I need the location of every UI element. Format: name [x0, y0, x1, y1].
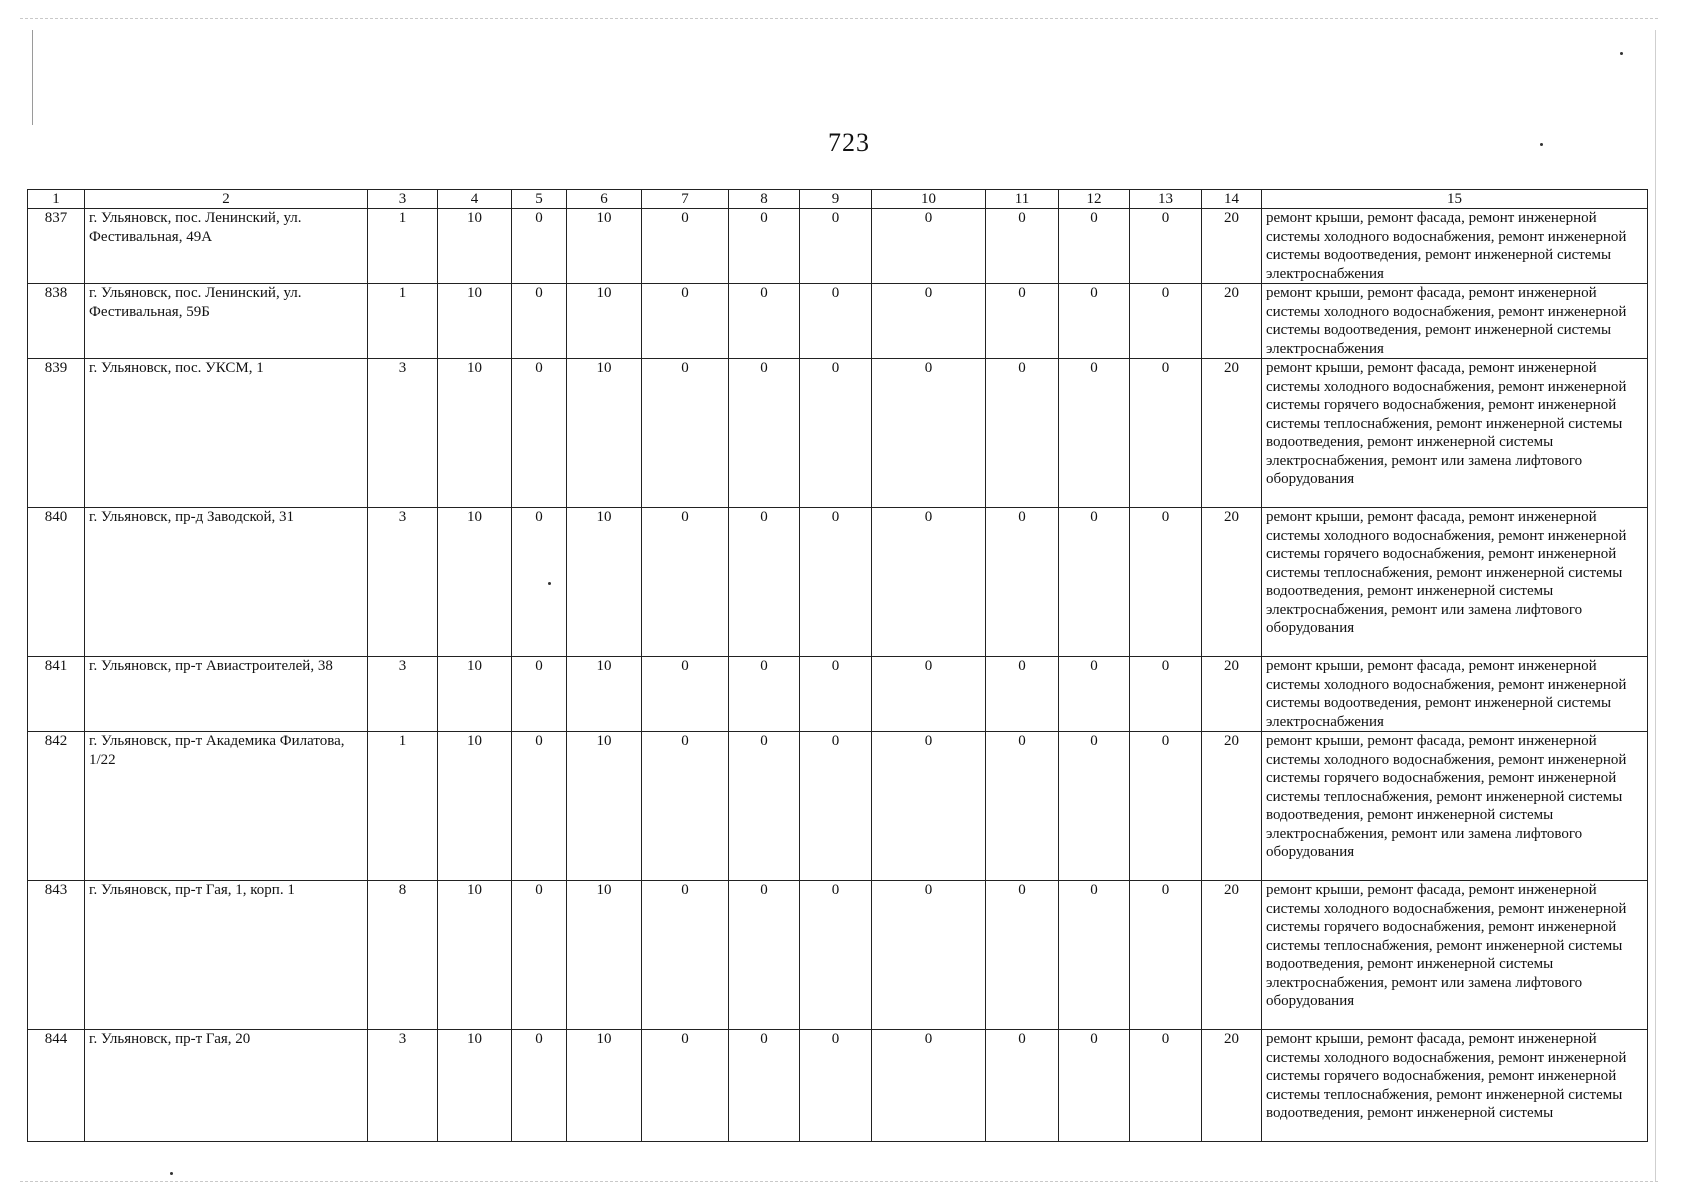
table-row — [28, 359, 1648, 508]
value-cell: 0 — [1059, 284, 1130, 359]
page-number: 723 — [828, 128, 870, 157]
value-cell: 0 — [800, 508, 872, 657]
row-number-cell: 837 — [28, 209, 85, 284]
column-header: 2 — [85, 190, 368, 209]
table-row — [28, 284, 1648, 359]
scan-edge-top — [20, 18, 1658, 19]
address-cell: г. Ульяновск, пр-т Авиастроителей, 38 — [85, 657, 368, 732]
works-cell: ремонт крыши, ремонт фасада, ремонт инженерной системы холодного водоснабжения, ремонт инженерной системы водоотведения, ремонт инженерной системы электроснабжения — [1262, 209, 1648, 284]
value-cell: 0 — [642, 1030, 729, 1142]
value-cell: 0 — [642, 508, 729, 657]
row-number-cell: 844 — [28, 1030, 85, 1142]
value-cell: 1 — [368, 209, 438, 284]
table-row — [28, 732, 1648, 881]
table-row — [28, 881, 1648, 1030]
value-cell: 3 — [368, 359, 438, 508]
value-cell: 20 — [1202, 732, 1262, 881]
value-cell: 8 — [368, 881, 438, 1030]
table-row — [28, 508, 1648, 657]
value-cell: 10 — [567, 732, 642, 881]
value-cell: 20 — [1202, 1030, 1262, 1142]
value-cell: 20 — [1202, 657, 1262, 732]
works-cell: ремонт крыши, ремонт фасада, ремонт инженерной системы холодного водоснабжения, ремонт инженерной системы водоотведения, ремонт инженерной системы электроснабжения — [1262, 284, 1648, 359]
value-cell: 0 — [986, 359, 1059, 508]
header-row — [28, 190, 1648, 209]
value-cell: 0 — [986, 881, 1059, 1030]
value-cell: 0 — [986, 508, 1059, 657]
value-cell: 0 — [1130, 359, 1202, 508]
value-cell: 0 — [800, 657, 872, 732]
value-cell: 0 — [1130, 732, 1202, 881]
value-cell: 3 — [368, 508, 438, 657]
column-header: 15 — [1262, 190, 1648, 209]
value-cell: 0 — [800, 881, 872, 1030]
value-cell: 0 — [512, 1030, 567, 1142]
works-cell: ремонт крыши, ремонт фасада, ремонт инженерной системы холодного водоснабжения, ремонт инженерной системы горячего водоснабжения, ремонт инженерной системы теплоснабжения, ремонт инженерной системы водоотведения, ремонт инженерной системы электроснабжения, ремонт или замена лифтового оборудования — [1262, 881, 1648, 1030]
table-row — [28, 657, 1648, 732]
column-header: 14 — [1202, 190, 1262, 209]
value-cell: 20 — [1202, 881, 1262, 1030]
value-cell: 10 — [567, 209, 642, 284]
row-number-cell: 841 — [28, 657, 85, 732]
row-number-cell: 843 — [28, 881, 85, 1030]
value-cell: 0 — [1130, 508, 1202, 657]
address-cell: г. Ульяновск, пр-т Гая, 1, корп. 1 — [85, 881, 368, 1030]
value-cell: 0 — [1059, 508, 1130, 657]
works-cell: ремонт крыши, ремонт фасада, ремонт инженерной системы холодного водоснабжения, ремонт инженерной системы горячего водоснабжения, ремонт инженерной системы теплоснабжения, ремонт инженерной системы водоотведения, ремонт инженерной системы электроснабжения, ремонт или замена лифтового оборудования — [1262, 359, 1648, 508]
value-cell: 0 — [1130, 284, 1202, 359]
column-header: 4 — [438, 190, 512, 209]
table-row — [28, 1030, 1648, 1142]
scan-edge-left — [32, 30, 33, 125]
value-cell: 1 — [368, 732, 438, 881]
value-cell: 10 — [438, 209, 512, 284]
value-cell: 0 — [729, 732, 800, 881]
value-cell: 0 — [872, 1030, 986, 1142]
value-cell: 0 — [872, 359, 986, 508]
value-cell: 20 — [1202, 284, 1262, 359]
value-cell: 0 — [729, 284, 800, 359]
value-cell: 0 — [1130, 881, 1202, 1030]
address-cell: г. Ульяновск, пр-д Заводской, 31 — [85, 508, 368, 657]
value-cell: 0 — [642, 284, 729, 359]
column-header: 7 — [642, 190, 729, 209]
value-cell: 10 — [438, 881, 512, 1030]
value-cell: 0 — [800, 209, 872, 284]
row-number-cell: 840 — [28, 508, 85, 657]
value-cell: 0 — [512, 209, 567, 284]
works-cell: ремонт крыши, ремонт фасада, ремонт инженерной системы холодного водоснабжения, ремонт инженерной системы водоотведения, ремонт инженерной системы электроснабжения — [1262, 657, 1648, 732]
value-cell: 0 — [1130, 1030, 1202, 1142]
works-cell: ремонт крыши, ремонт фасада, ремонт инженерной системы холодного водоснабжения, ремонт инженерной системы горячего водоснабжения, ремонт инженерной системы теплоснабжения, ремонт инженерной системы водоотведения, ремонт инженерной системы электроснабжения, ремонт или замена лифтового оборудования — [1262, 508, 1648, 657]
value-cell: 0 — [1059, 209, 1130, 284]
value-cell: 20 — [1202, 508, 1262, 657]
row-number-cell: 842 — [28, 732, 85, 881]
value-cell: 0 — [642, 209, 729, 284]
value-cell: 0 — [512, 508, 567, 657]
value-cell: 10 — [567, 284, 642, 359]
value-cell: 10 — [438, 1030, 512, 1142]
value-cell: 0 — [986, 732, 1059, 881]
register-table — [27, 189, 1648, 1142]
value-cell: 20 — [1202, 209, 1262, 284]
row-number-cell: 838 — [28, 284, 85, 359]
value-cell: 0 — [872, 284, 986, 359]
value-cell: 0 — [1059, 359, 1130, 508]
scan-edge-bottom — [20, 1181, 1658, 1182]
value-cell: 0 — [642, 732, 729, 881]
value-cell: 0 — [986, 209, 1059, 284]
value-cell: 10 — [438, 508, 512, 657]
column-header: 1 — [28, 190, 85, 209]
value-cell: 3 — [368, 657, 438, 732]
value-cell: 10 — [567, 508, 642, 657]
scan-speck — [1620, 52, 1623, 55]
value-cell: 0 — [800, 284, 872, 359]
address-cell: г. Ульяновск, пос. УКСМ, 1 — [85, 359, 368, 508]
column-header: 9 — [800, 190, 872, 209]
column-header: 5 — [512, 190, 567, 209]
works-cell: ремонт крыши, ремонт фасада, ремонт инженерной системы холодного водоснабжения, ремонт инженерной системы горячего водоснабжения, ремонт инженерной системы теплоснабжения, ремонт инженерной системы водоотведения, ремонт инженерной системы — [1262, 1030, 1648, 1142]
value-cell: 0 — [729, 359, 800, 508]
value-cell: 0 — [1059, 657, 1130, 732]
scan-edge-right — [1655, 30, 1656, 1182]
value-cell: 0 — [642, 881, 729, 1030]
value-cell: 10 — [567, 359, 642, 508]
value-cell: 0 — [1130, 657, 1202, 732]
value-cell: 0 — [872, 881, 986, 1030]
column-header: 6 — [567, 190, 642, 209]
value-cell: 0 — [1059, 1030, 1130, 1142]
value-cell: 0 — [729, 209, 800, 284]
column-header: 12 — [1059, 190, 1130, 209]
scan-speck — [170, 1172, 173, 1175]
value-cell: 0 — [512, 881, 567, 1030]
value-cell: 1 — [368, 284, 438, 359]
value-cell: 3 — [368, 1030, 438, 1142]
column-header: 3 — [368, 190, 438, 209]
value-cell: 0 — [512, 284, 567, 359]
value-cell: 0 — [729, 881, 800, 1030]
address-cell: г. Ульяновск, пр-т Академика Филатова, 1/22 — [85, 732, 368, 881]
value-cell: 10 — [567, 657, 642, 732]
address-cell: г. Ульяновск, пос. Ленинский, ул. Фестивальная, 59Б — [85, 284, 368, 359]
row-number-cell: 839 — [28, 359, 85, 508]
works-cell: ремонт крыши, ремонт фасада, ремонт инженерной системы холодного водоснабжения, ремонт инженерной системы горячего водоснабжения, ремонт инженерной системы теплоснабжения, ремонт инженерной системы водоотведения, ремонт инженерной системы электроснабжения, ремонт или замена лифтового оборудования — [1262, 732, 1648, 881]
value-cell: 20 — [1202, 359, 1262, 508]
value-cell: 0 — [800, 732, 872, 881]
value-cell: 10 — [567, 881, 642, 1030]
address-cell: г. Ульяновск, пос. Ленинский, ул. Фестивальная, 49А — [85, 209, 368, 284]
value-cell: 10 — [567, 1030, 642, 1142]
value-cell: 0 — [1130, 209, 1202, 284]
value-cell: 0 — [1059, 881, 1130, 1030]
value-cell: 10 — [438, 359, 512, 508]
value-cell: 0 — [512, 657, 567, 732]
value-cell: 0 — [872, 657, 986, 732]
value-cell: 0 — [800, 359, 872, 508]
column-header: 10 — [872, 190, 986, 209]
value-cell: 0 — [642, 657, 729, 732]
column-header: 11 — [986, 190, 1059, 209]
address-cell: г. Ульяновск, пр-т Гая, 20 — [85, 1030, 368, 1142]
value-cell: 0 — [800, 1030, 872, 1142]
value-cell: 0 — [729, 1030, 800, 1142]
value-cell: 10 — [438, 732, 512, 881]
value-cell: 0 — [872, 209, 986, 284]
value-cell: 0 — [642, 359, 729, 508]
value-cell: 0 — [986, 657, 1059, 732]
value-cell: 0 — [1059, 732, 1130, 881]
table-row — [28, 209, 1648, 284]
value-cell: 0 — [986, 1030, 1059, 1142]
value-cell: 0 — [512, 359, 567, 508]
value-cell: 0 — [872, 508, 986, 657]
value-cell: 10 — [438, 657, 512, 732]
value-cell: 0 — [729, 508, 800, 657]
column-header: 8 — [729, 190, 800, 209]
column-header: 13 — [1130, 190, 1202, 209]
value-cell: 0 — [512, 732, 567, 881]
value-cell: 10 — [438, 284, 512, 359]
value-cell: 0 — [729, 657, 800, 732]
value-cell: 0 — [986, 284, 1059, 359]
value-cell: 0 — [872, 732, 986, 881]
